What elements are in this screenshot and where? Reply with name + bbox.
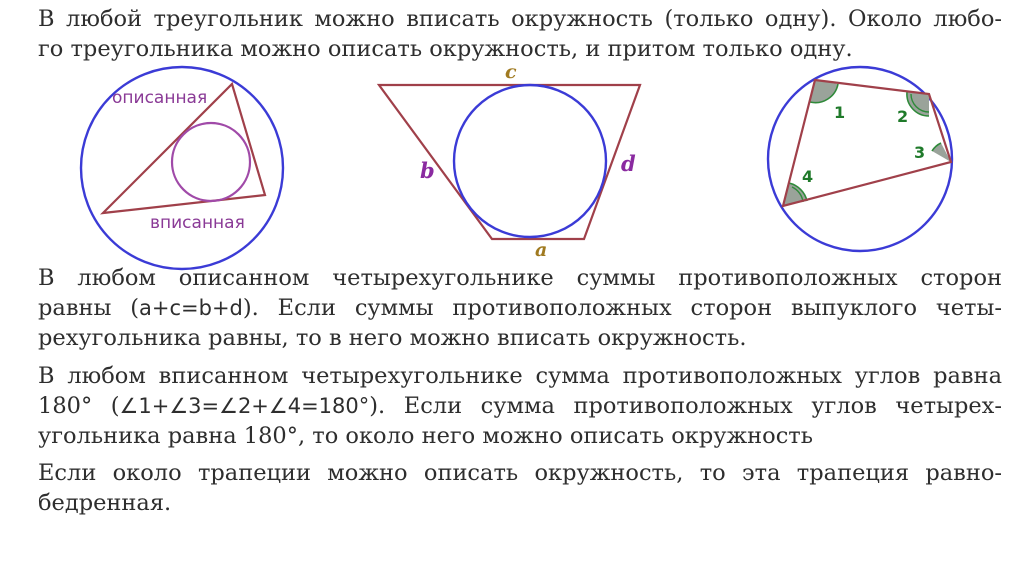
- angle-label-1: 1: [834, 103, 846, 122]
- paragraph3-line1: В любом вписанном четырехугольнике сумма противоположных углов равна: [38, 363, 1002, 389]
- label-outer-circle: описанная: [112, 88, 208, 108]
- label-side-d: d: [621, 151, 636, 176]
- paragraph2-line1: В любом описанном четырехугольнике суммы противоположных сторон: [38, 265, 1002, 291]
- label-side-a: a: [535, 239, 548, 261]
- paragraph1-line2: го треугольника можно описать окружность, и притом только одну.: [38, 36, 853, 62]
- paragraph2-line2: [38, 293, 1002, 323]
- paragraph3-line3: угольника равна 180°, то около него можно описать окружность: [38, 423, 814, 449]
- label-side-c: c: [505, 61, 517, 83]
- angle-label-4: 4: [802, 167, 814, 186]
- paragraph2-line2-start: равны (: [38, 295, 140, 321]
- paragraph3-line2-end: ). Если сумма противоположных углов четырех-: [369, 393, 1002, 419]
- paragraph3-line2-start: 180° (: [38, 393, 120, 419]
- paragraph3-line2: [38, 391, 1002, 421]
- paragraph-inscribed-quadrilateral: [38, 361, 1002, 451]
- paragraph2-line3: рехугольника равны, то в него можно вписать окружность.: [38, 325, 747, 351]
- formula-sides: a+c=b+d: [139, 296, 243, 320]
- angle-label-2: 2: [897, 107, 909, 126]
- paragraph4-line1: Если около трапеции можно описать окружность, то эта трапеция равно-: [38, 460, 1002, 486]
- paragraph4-line2: бедренная.: [38, 490, 172, 516]
- label-inner-circle: вписанная: [150, 213, 245, 233]
- paragraph-circumscribed-quadrilateral: [38, 263, 1002, 353]
- formula-angles: ∠1+∠3=∠2+∠4=180°: [119, 394, 370, 418]
- paragraph2-line2-end: ). Если суммы противоположных сторон выпуклого четы-: [242, 295, 1002, 321]
- angle-label-3: 3: [914, 143, 926, 162]
- paragraph1-line1: В любой треугольник можно вписать окружность (только одну). Около любо-: [38, 6, 1002, 32]
- label-side-b: b: [420, 158, 435, 183]
- paragraph-trapezoid: [38, 458, 1002, 518]
